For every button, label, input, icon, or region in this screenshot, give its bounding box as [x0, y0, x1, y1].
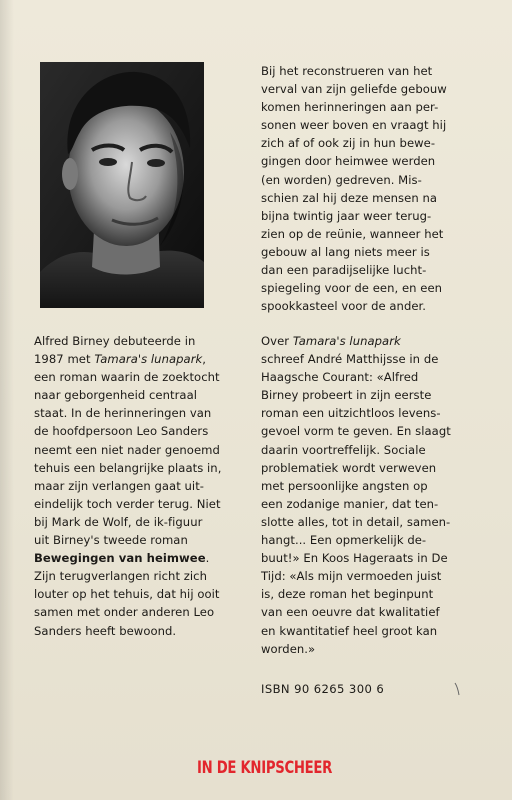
text-line: neemt een niet nader genoemd [34, 442, 220, 457]
text-line: dan een paradijselijke lucht- [261, 263, 427, 278]
book-title: Tamara's lunapark [94, 352, 203, 367]
text-line: en kwantitatief heel groot kan [261, 623, 438, 638]
author-portrait-photo [40, 62, 204, 308]
text-line: maar zijn verlangen gaat uit- [34, 478, 205, 493]
text-line: een zodanige manier, dat ten- [261, 496, 439, 511]
text-line: gingen door heimwee werden [261, 154, 436, 169]
text-line: spiegeling voor de een, en een [261, 281, 443, 296]
review-quote-paragraph [261, 332, 481, 658]
text-line: staat. In de herinneringen van [34, 406, 212, 421]
text-line: roman een uitzichtloos levens- [261, 406, 441, 421]
text-line: worden.» [261, 641, 316, 656]
book-title-bold: Bewegingen van heimwee [34, 551, 206, 566]
text-line: hangt... Een opmerkelijk de- [261, 533, 427, 548]
text-line: Alfred Birney debuteerde in [34, 334, 196, 348]
pencil-mark-icon [454, 682, 460, 696]
text-line: Birney probeert in zijn eerste [261, 388, 432, 403]
text-line: is, deze roman het beginpunt [261, 587, 434, 602]
text-line: samen met onder anderen Leo [34, 605, 215, 620]
text-line: Haagsche Courant: «Alfred [261, 370, 419, 385]
text-line: daarin voortreffelijk. Sociale [261, 442, 426, 457]
text-line: buut!» En Koos Hageraats in De [261, 551, 448, 566]
text-line: Tijd: «Als mijn vermoeden juist [261, 569, 442, 584]
publisher-logo: IN DE KNIPSCHEER [197, 758, 333, 778]
text-line: (en worden) gedreven. Mis- [261, 172, 422, 187]
text-line: zien op de reünie, wanneer het [261, 226, 444, 241]
text-line: de hoofdpersoon Leo Sanders [34, 424, 209, 439]
text-line: louter op het tehuis, dat hij ooit [34, 587, 220, 602]
text-line: van een oeuvre dat kwalitatief [261, 605, 440, 620]
text-line: spookkasteel voor de ander. [261, 299, 427, 314]
text-line: gebouw al lang niets meer is [261, 244, 430, 259]
text-line: komen herinneringen aan per- [261, 100, 439, 115]
text-line: uit Birney's tweede roman [34, 533, 188, 548]
book-title: Tamara's lunapark [292, 334, 401, 348]
text-line: slotte alles, tot in detail, samen- [261, 514, 451, 529]
portrait-drawing [40, 62, 204, 308]
text-line: tehuis een belangrijke plaats in, [34, 460, 222, 475]
text-line: sonen weer boven en vraagt hij [261, 118, 447, 133]
text-line: zich af of ook zij in hun bewe- [261, 136, 436, 151]
text-line: met persoonlijke angsten op [261, 478, 428, 493]
text-line: 1987 met Tamara's lunapark, [34, 352, 207, 367]
text-line: bijna twintig jaar weer terug- [261, 208, 432, 223]
synopsis-paragraph [261, 62, 481, 315]
text-line: Zijn terugverlangen richt zich [34, 569, 207, 584]
text-line: schien zal hij deze mensen na [261, 190, 438, 205]
text-line: eindelijk toch verder terug. Niet [34, 496, 221, 511]
isbn-number: ISBN 90 6265 300 6 [261, 682, 385, 696]
text-line: gevoel vorm te geven. En slaagt [261, 424, 451, 439]
author-bio-paragraph [34, 332, 252, 640]
text-line: Bij het reconstrueren van het [261, 64, 433, 78]
spine-shadow [0, 0, 14, 800]
text-line: Bewegingen van heimwee. [34, 551, 210, 566]
text-line: problematiek wordt verweven [261, 460, 437, 475]
text-line: Sanders heeft bewoond. [34, 623, 177, 638]
text-line: bij Mark de Wolf, de ik-figuur [34, 514, 203, 529]
text-line: verval van zijn geliefde gebouw [261, 82, 447, 97]
text-line: een roman waarin de zoektocht [34, 370, 220, 385]
text-line: naar geborgenheid centraal [34, 388, 198, 403]
text-line: schreef André Matthijsse in de [261, 352, 439, 367]
text-line: Over Tamara's lunapark [261, 334, 401, 348]
